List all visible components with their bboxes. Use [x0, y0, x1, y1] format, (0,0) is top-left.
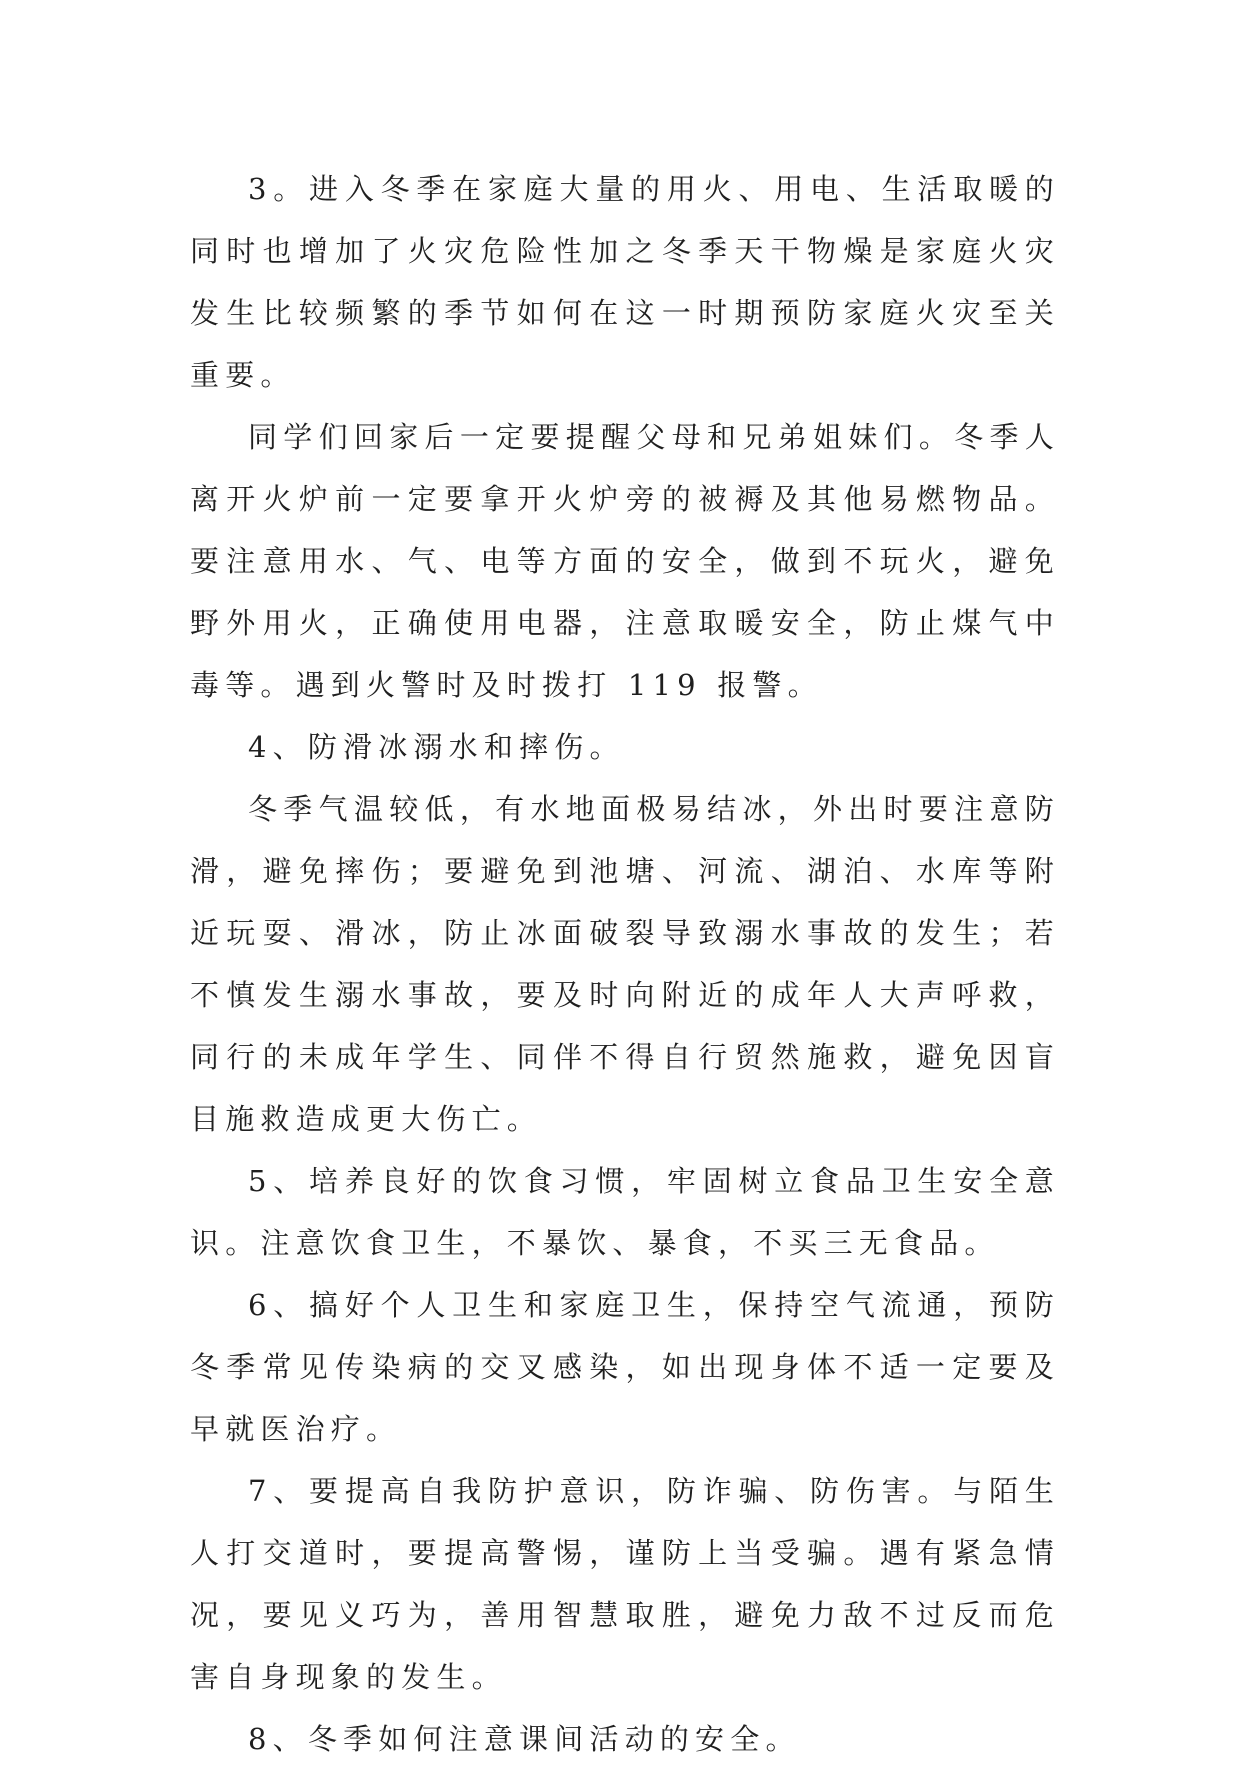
paragraph-food-safety: 5、培养良好的饮食习惯，牢固树立食品卫生安全意识。注意饮食卫生，不暴饮、暴食，不买三无食品。 [190, 1164, 1060, 1260]
paragraph-fire-safety-tips: 同学们回家后一定要提醒父母和兄弟姐妹们。冬季人离开火炉前一定要拿开火炉旁的被褥及其他易燃物品。要注意用水、气、电等方面的安全，做到不玩火，避免野外用火，正确使用电器，注意取暖安全，防止煤气中毒等。遇到火警时及时拨打 119 报警。 [190, 420, 1060, 702]
paragraph-recess-safety: 8、冬季如何注意课间活动的安全。 [248, 1722, 801, 1756]
paragraph-ice-heading: 4、防滑冰溺水和摔伤。 [248, 730, 625, 764]
paragraph-self-protection: 7、要提高自我防护意识，防诈骗、防伤害。与陌生人打交道时，要提高警惕，谨防上当受骗。遇有紧急情况，要见义巧为，善用智慧取胜，避免力敌不过反而危害自身现象的发生。 [190, 1474, 1060, 1694]
document-body [190, 158, 1060, 1770]
paragraph-hygiene: 6、搞好个人卫生和家庭卫生，保持空气流通，预防冬季常见传染病的交叉感染，如出现身体不适一定要及早就医治疗。 [190, 1288, 1060, 1446]
paragraph-ice-safety: 冬季气温较低，有水地面极易结冰，外出时要注意防滑，避免摔伤；要避免到池塘、河流、湖泊、水库等附近玩耍、滑冰，防止冰面破裂导致溺水事故的发生；若不慎发生溺水事故，要及时向附近的成年人大声呼救，同行的未成年学生、同伴不得自行贸然施救，避免因盲目施救造成更大伤亡。 [190, 792, 1060, 1136]
paragraph-fire-safety-intro: 3。进入冬季在家庭大量的用火、用电、生活取暖的同时也增加了火灾危险性加之冬季天干物燥是家庭火灾发生比较频繁的季节如何在这一时期预防家庭火灾至关重要。 [190, 172, 1060, 392]
